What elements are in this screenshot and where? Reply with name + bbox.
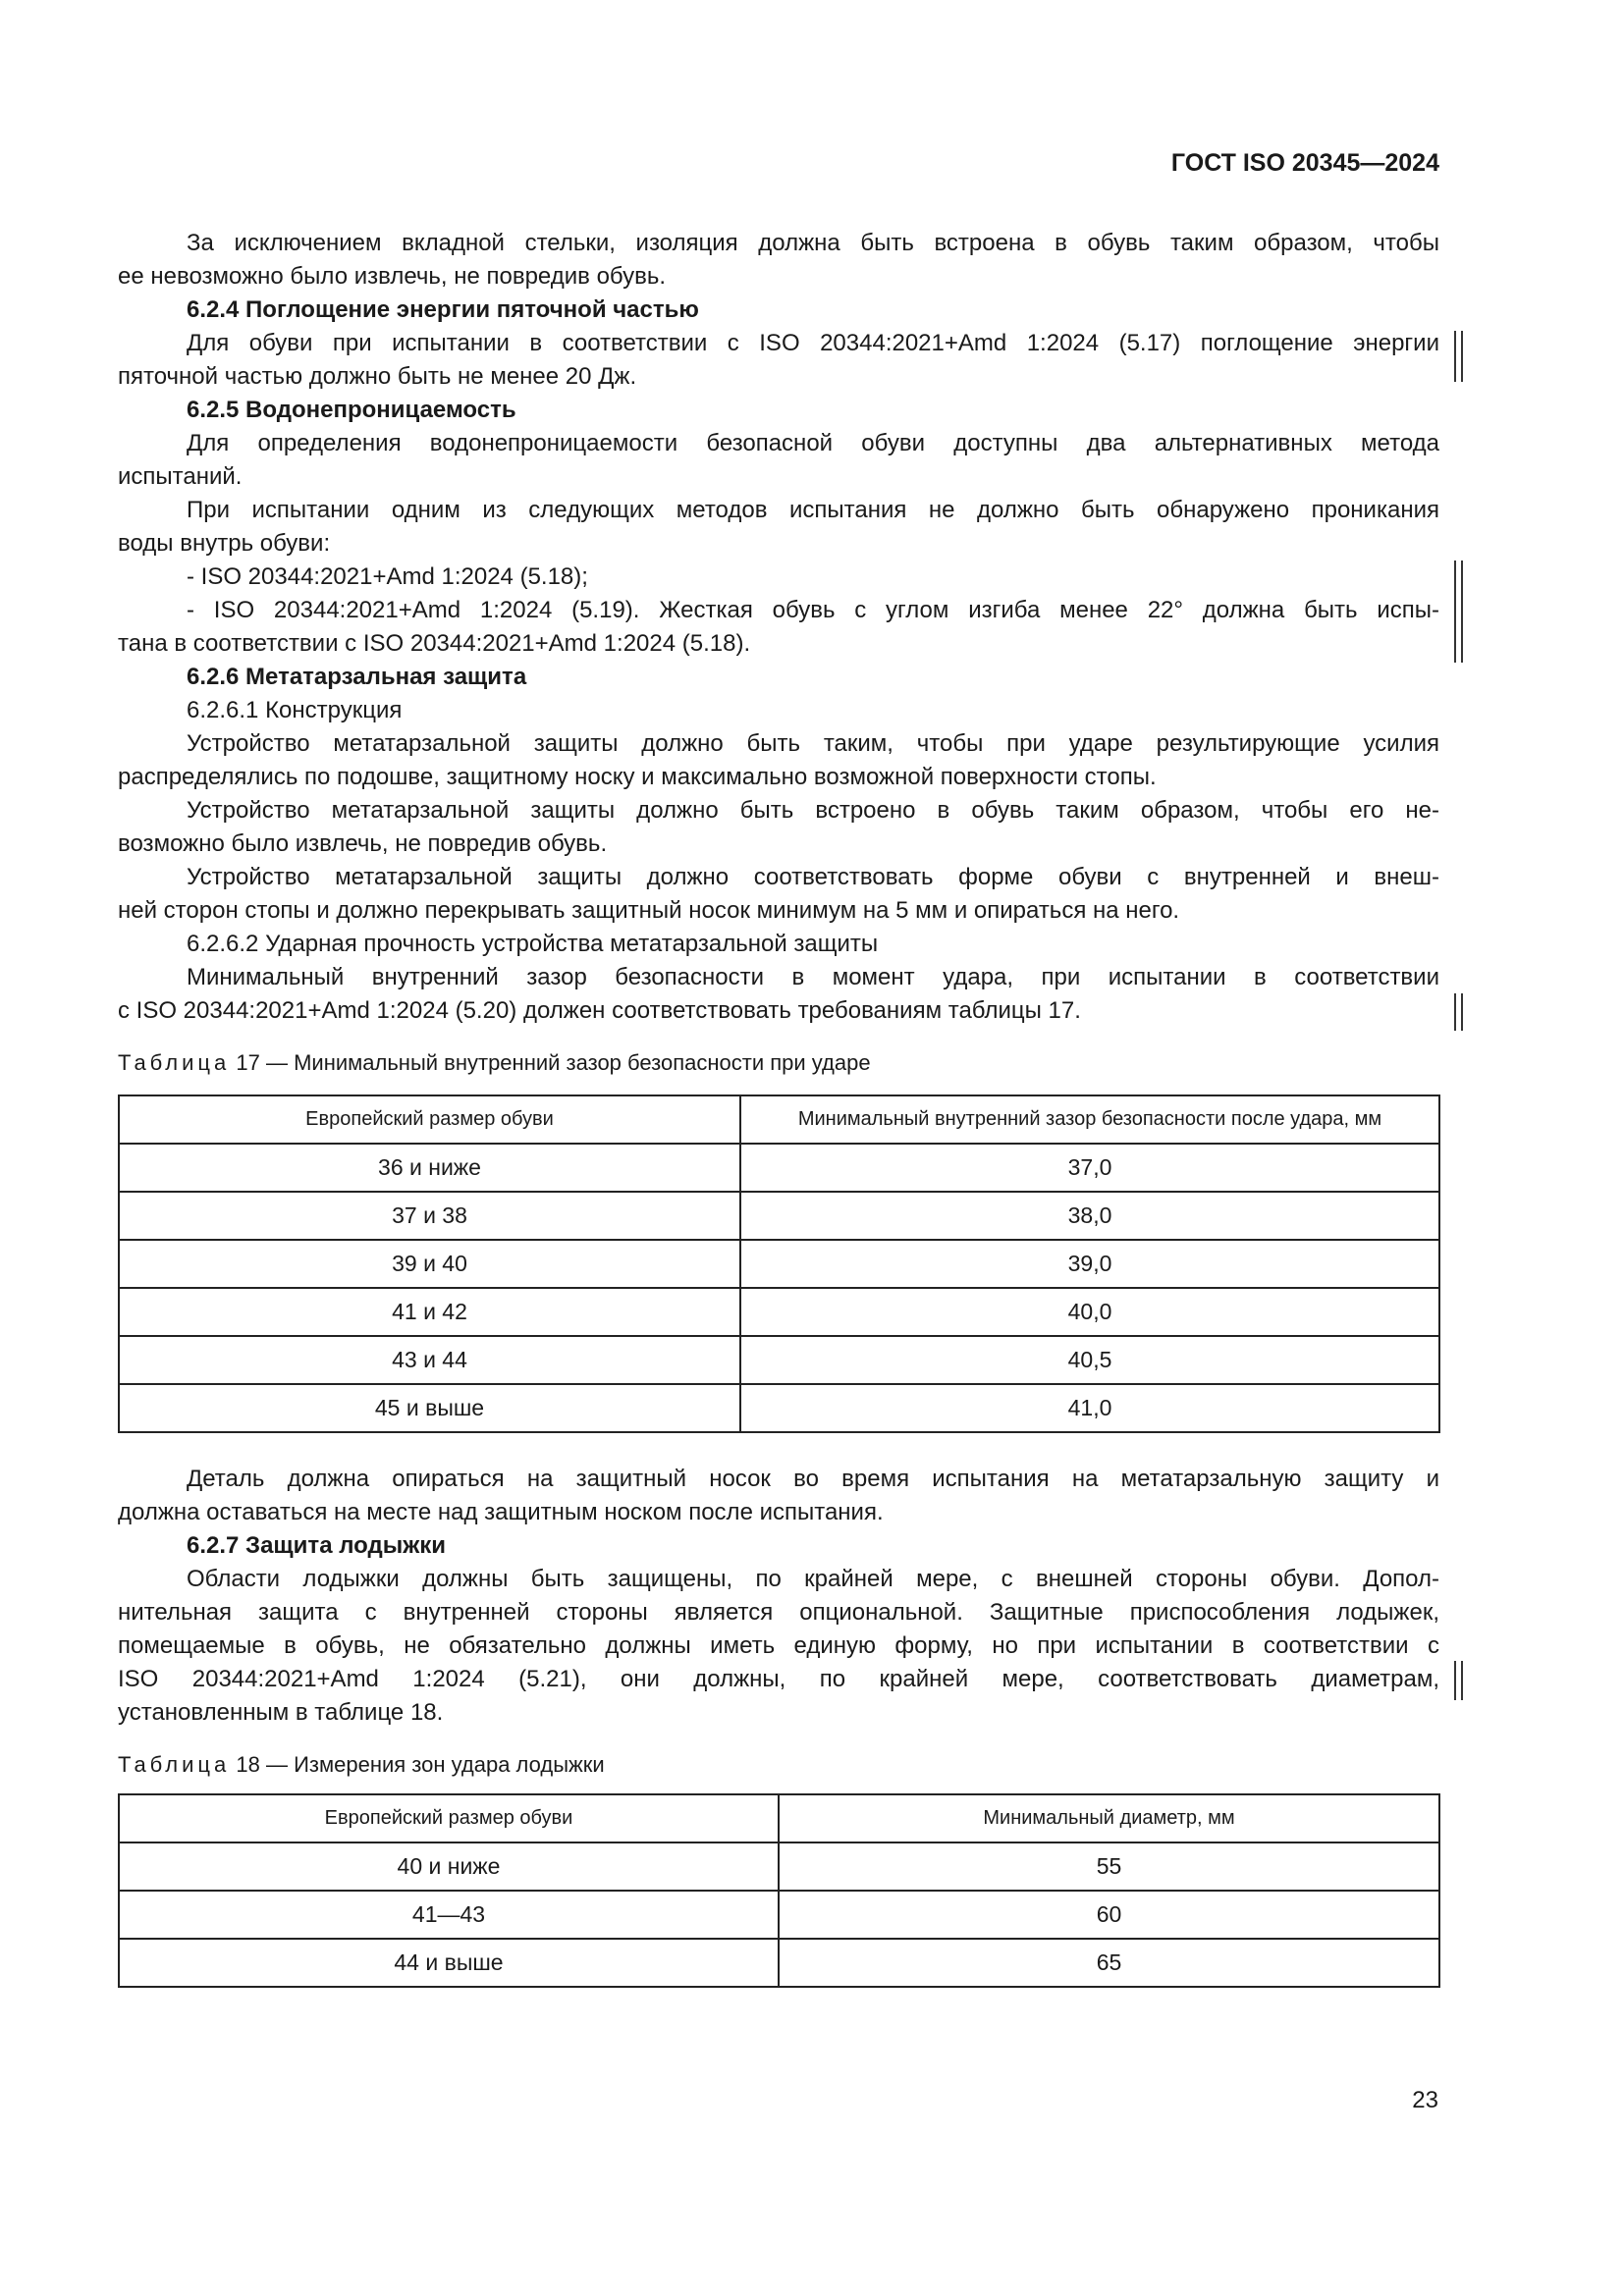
paragraph-line: ее невозможно было извлечь, не повредив обувь.: [118, 263, 667, 290]
table-row: [119, 1336, 1439, 1384]
paragraph-line: должна оставаться на месте над защитным носком после испытания.: [118, 1499, 884, 1525]
table-cell: 44 и выше: [119, 1939, 779, 1987]
paragraph-line: - ISO 20344:2021+Amd 1:2024 (5.18);: [187, 563, 588, 590]
column-header: Минимальный внутренний зазор безопасности после удара, мм: [740, 1095, 1439, 1144]
table-cell: 37 и 38: [119, 1192, 740, 1240]
table-cell: 37,0: [740, 1144, 1439, 1192]
table-cell: 65: [779, 1939, 1439, 1987]
paragraph-line: пяточной частью должно быть не менее 20 Дж.: [118, 363, 637, 390]
table-18-caption: Таблица 18 — Измерения зон удара лодыжки: [118, 1752, 605, 1777]
paragraph-line: За исключением вкладной стельки, изоляция должна быть встроена в обувь таким образом, чтобы: [187, 230, 1439, 256]
table-header-row: [119, 1794, 1439, 1842]
paragraph-line: ISO 20344:2021+Amd 1:2024 (5.21), они должны, по крайней мере, соответствовать диаметрам,: [118, 1666, 1439, 1692]
body-section-a: [118, 227, 1439, 1028]
table-header-row: [119, 1095, 1439, 1144]
table-cell: 41—43: [119, 1891, 779, 1939]
table-row: [119, 1240, 1439, 1288]
change-bar: [1454, 993, 1463, 1031]
page-number: 23: [1412, 2087, 1438, 2113]
change-bar: [1454, 331, 1463, 382]
table-17-caption: Таблица 17 — Минимальный внутренний зазор безопасности при ударе: [118, 1050, 871, 1075]
table-cell: 39,0: [740, 1240, 1439, 1288]
change-bar: [1454, 561, 1463, 663]
paragraph-line: 6.2.6.2 Ударная прочность устройства метатарзальной защиты: [187, 931, 879, 957]
table-cell: 60: [779, 1891, 1439, 1939]
table-17: [118, 1095, 1440, 1433]
table-cell: 41,0: [740, 1384, 1439, 1432]
table-cell: 45 и выше: [119, 1384, 740, 1432]
section-heading: 6.2.6 Метатарзальная защита: [187, 664, 527, 690]
paragraph-line: При испытании одним из следующих методов испытания не должно быть обнаружено проникания: [187, 497, 1439, 523]
paragraph-line: 6.2.6.1 Конструкция: [187, 697, 403, 723]
table-cell: 43 и 44: [119, 1336, 740, 1384]
paragraph-line: - ISO 20344:2021+Amd 1:2024 (5.19). Жесткая обувь с углом изгиба менее 22° должна быть испы-: [187, 597, 1439, 623]
paragraph-line: Области лодыжки должны быть защищены, по крайней мере, с внешней стороны обуви. Допол-: [187, 1566, 1439, 1592]
paragraph-line: помещаемые в обувь, не обязательно должны иметь единую форму, но при испытании в соответствии с: [118, 1632, 1439, 1659]
table-cell: 41 и 42: [119, 1288, 740, 1336]
paragraph-line: Минимальный внутренний зазор безопасности в момент удара, при испытании в соответствии: [187, 964, 1439, 990]
table-cell: 40,0: [740, 1288, 1439, 1336]
column-header: Минимальный диаметр, мм: [779, 1794, 1439, 1842]
document-header: ГОСТ ISO 20345—2024: [1170, 149, 1439, 177]
column-header: Европейский размер обуви: [119, 1794, 779, 1842]
paragraph-line: ней сторон стопы и должно перекрывать защитный носок минимум на 5 мм и опираться на него.: [118, 897, 1180, 924]
table-row: [119, 1842, 1439, 1891]
table-18: [118, 1793, 1440, 1988]
section-heading: 6.2.5 Водонепроницаемость: [187, 397, 516, 423]
table-cell: 40,5: [740, 1336, 1439, 1384]
table-cell: 39 и 40: [119, 1240, 740, 1288]
paragraph-line: воды внутрь обуви:: [118, 530, 331, 557]
table-row: [119, 1288, 1439, 1336]
paragraph-line: испытаний.: [118, 463, 243, 490]
paragraph-line: с ISO 20344:2021+Amd 1:2024 (5.20) должен соответствовать требованиям таблицы 17.: [118, 997, 1081, 1024]
column-header: Европейский размер обуви: [119, 1095, 740, 1144]
paragraph-line: Устройство метатарзальной защиты должно соответствовать форме обуви с внутренней и внеш-: [187, 864, 1439, 890]
change-bar: [1454, 1661, 1463, 1700]
table-row: [119, 1384, 1439, 1432]
paragraph-line: возможно было извлечь, не повредив обувь.: [118, 830, 608, 857]
table-row: [119, 1939, 1439, 1987]
paragraph-line: Для определения водонепроницаемости безопасной обуви доступны два альтернативных метода: [187, 430, 1439, 456]
table-row: [119, 1192, 1439, 1240]
paragraph-line: Деталь должна опираться на защитный носок во время испытания на метатарзальную защиту и: [187, 1466, 1439, 1492]
table-row: [119, 1891, 1439, 1939]
paragraph-line: распределялись по подошве, защитному носку и максимально возможной поверхности стопы.: [118, 764, 1157, 790]
table-cell: 55: [779, 1842, 1439, 1891]
paragraph-line: Для обуви при испытании в соответствии с ISO 20344:2021+Amd 1:2024 (5.17) поглощение энергии: [187, 330, 1439, 356]
paragraph-line: нительная защита с внутренней стороны является опциональной. Защитные приспособления лодыжек,: [118, 1599, 1439, 1626]
table-row: [119, 1144, 1439, 1192]
body-section-b: [118, 1463, 1439, 1730]
paragraph-line: установленным в таблице 18.: [118, 1699, 444, 1726]
paragraph-line: Устройство метатарзальной защиты должно быть встроено в обувь таким образом, чтобы его не-: [187, 797, 1439, 824]
section-heading: 6.2.7 Защита лодыжки: [187, 1532, 446, 1559]
section-heading: 6.2.4 Поглощение энергии пяточной частью: [187, 296, 699, 323]
table-cell: 40 и ниже: [119, 1842, 779, 1891]
paragraph-line: тана в соответствии с ISO 20344:2021+Amd 1:2024 (5.18).: [118, 630, 751, 657]
table-cell: 36 и ниже: [119, 1144, 740, 1192]
paragraph-line: Устройство метатарзальной защиты должно быть таким, чтобы при ударе результирующие усилия: [187, 730, 1439, 757]
table-cell: 38,0: [740, 1192, 1439, 1240]
